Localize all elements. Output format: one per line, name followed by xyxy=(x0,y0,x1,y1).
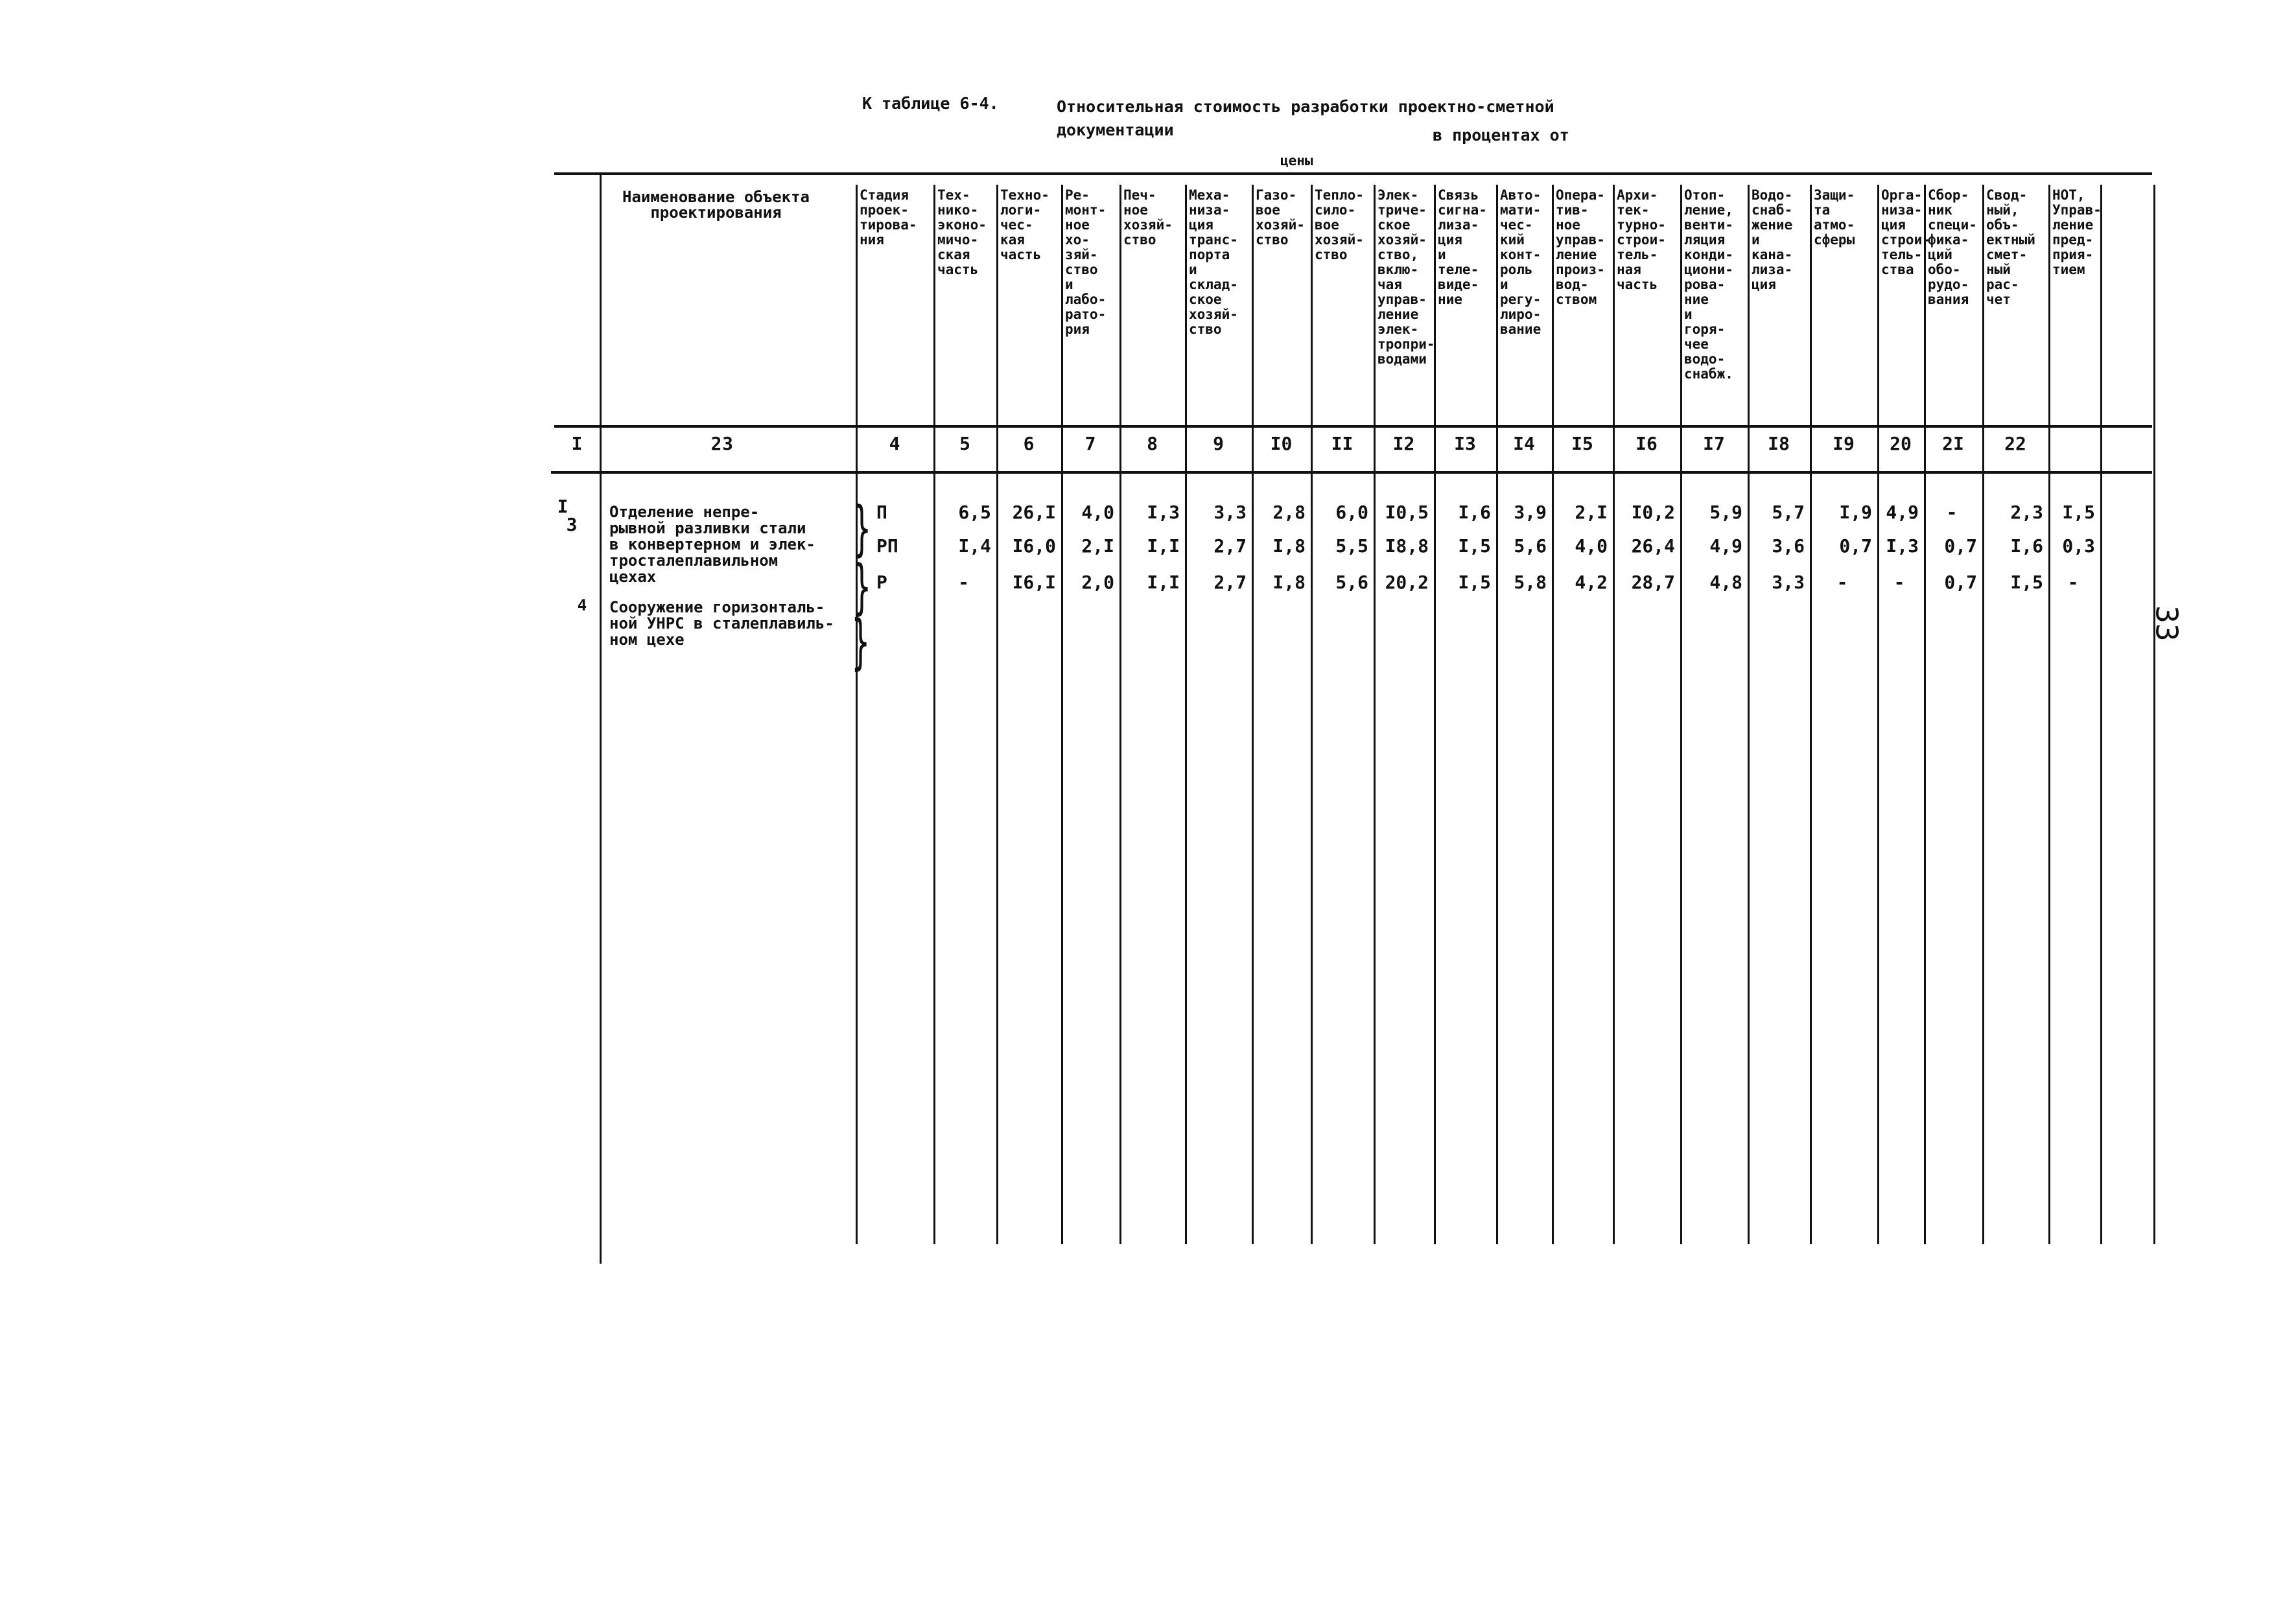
column-number: 8 xyxy=(1147,433,1158,454)
value-cell: I8,8 xyxy=(1385,535,1429,557)
column-rule xyxy=(1119,185,1121,1244)
value-cell: I,5 xyxy=(2062,502,2095,523)
column-number: II xyxy=(1331,433,1353,454)
column-header: Газо- вое хозяй- ство xyxy=(1256,187,1305,248)
value-cell: I,6 xyxy=(2010,535,2043,557)
column-rule xyxy=(1185,185,1187,1244)
row-number: I xyxy=(557,496,568,517)
object-name: Сооружение горизонталь- ной УНРС в сталеплавиль- ном цехе xyxy=(609,598,834,649)
value-cell: 5,6 xyxy=(1514,535,1547,557)
value-cell: I,9 xyxy=(1839,502,1872,523)
rule-numbers-bottom xyxy=(551,471,2152,474)
column-rule xyxy=(1311,185,1313,1244)
title-line3: цены xyxy=(1280,153,1313,168)
column-rule xyxy=(1680,185,1682,1244)
value-cell: 20,2 xyxy=(1385,572,1429,593)
value-cell: I0,2 xyxy=(1631,502,1675,523)
column-rule xyxy=(1252,185,1254,1244)
column-rule xyxy=(933,185,935,1244)
value-cell: 0,7 xyxy=(1944,572,1977,593)
value-cell: 2,I xyxy=(1081,535,1114,557)
column-number: I0 xyxy=(1270,433,1293,454)
column-number: 3 xyxy=(722,433,733,454)
value-cell: I0,5 xyxy=(1385,502,1429,523)
column-rule xyxy=(2100,185,2102,1244)
value-cell: - xyxy=(2067,572,2079,593)
brace: } xyxy=(852,494,871,563)
column-number: 2 xyxy=(710,433,722,454)
column-rule xyxy=(1982,185,1984,1244)
column-header: Опера- тив- ное управ- ление произ- вод- ством xyxy=(1556,187,1605,307)
column-number: I3 xyxy=(1454,433,1476,454)
column-number: I7 xyxy=(1703,433,1725,454)
value-cell: I,4 xyxy=(958,535,991,557)
value-cell: 4,9 xyxy=(1709,535,1742,557)
column-rule xyxy=(1924,185,1926,1244)
title-line2b: в процентах от xyxy=(1433,126,1569,145)
column-header: Стадия проек- тирова- ния xyxy=(860,187,917,248)
column-rule xyxy=(2153,185,2155,1244)
column-header: Орга- низа- ция строи- тель- ства xyxy=(1881,187,1930,277)
value-cell: I6,0 xyxy=(1012,535,1056,557)
value-cell: I,5 xyxy=(2010,572,2043,593)
rule-head-bottom xyxy=(554,425,2152,428)
column-header: Авто- мати- чес- кий конт- роль и регу- лиро- вание xyxy=(1500,187,1541,337)
value-cell: I,5 xyxy=(1458,535,1491,557)
column-number: I xyxy=(571,433,583,454)
value-cell: I,3 xyxy=(1147,502,1180,523)
column-rule xyxy=(1613,185,1615,1244)
column-number: 22 xyxy=(2004,433,2026,454)
value-cell: I,5 xyxy=(1458,572,1491,593)
brace: } xyxy=(851,607,870,677)
value-cell: 5,8 xyxy=(1514,572,1547,593)
column-rule xyxy=(1496,185,1498,1244)
value-cell: 5,7 xyxy=(1772,502,1805,523)
column-number: I5 xyxy=(1571,433,1593,454)
column-header: Защи- та атмо- сферы xyxy=(1814,187,1855,248)
object-name: Отделение непре- рывной разливки стали в конвертерном и элек- тросталеплавильном цехах xyxy=(609,503,815,586)
value-cell: 26,4 xyxy=(1631,535,1675,557)
value-cell: - xyxy=(1893,572,1905,593)
value-cell: I,I xyxy=(1147,572,1180,593)
value-cell: 2,8 xyxy=(1272,502,1306,523)
column-header: Тех- нико- эконо- мичо- ская часть xyxy=(937,187,987,277)
column-number: 9 xyxy=(1213,433,1224,454)
value-cell: 4,2 xyxy=(1575,572,1608,593)
stage-cell: РП xyxy=(876,535,898,557)
value-cell: 2,0 xyxy=(1081,572,1114,593)
value-cell: 3,3 xyxy=(1772,572,1805,593)
column-rule xyxy=(600,172,602,1264)
column-header: Архи- тек- турно- строи- тель- ная часть xyxy=(1617,187,1666,292)
column-header: Наименование объекта проектирования xyxy=(622,188,810,222)
column-header: Сбор- ник специ- фика- ций обо- рудо- вания xyxy=(1928,187,1977,307)
column-rule xyxy=(996,185,998,1244)
value-cell: 0,7 xyxy=(1944,535,1977,557)
row-number: 4 xyxy=(577,596,587,614)
column-header: НОТ, Управ- ление пред- прия- тием xyxy=(2052,187,2102,277)
value-cell: I6,I xyxy=(1012,572,1056,593)
value-cell: 5,9 xyxy=(1709,502,1742,523)
stage-cell: П xyxy=(876,502,887,523)
value-cell: 6,0 xyxy=(1335,502,1368,523)
row-number: 3 xyxy=(566,514,578,535)
value-cell: 4,9 xyxy=(1886,502,1919,523)
value-cell: 2,3 xyxy=(2010,502,2043,523)
value-cell: 26,I xyxy=(1012,502,1056,523)
column-number: 20 xyxy=(1890,433,1912,454)
value-cell: 3,3 xyxy=(1213,502,1247,523)
value-cell: 28,7 xyxy=(1631,572,1675,593)
value-cell: 4,0 xyxy=(1081,502,1114,523)
column-rule xyxy=(1877,185,1879,1244)
column-rule xyxy=(1061,185,1063,1244)
title-line2: документации xyxy=(1057,121,1174,139)
value-cell: - xyxy=(958,572,969,593)
value-cell: I,8 xyxy=(1272,535,1306,557)
column-rule xyxy=(1748,185,1750,1244)
column-rule xyxy=(1374,185,1376,1244)
value-cell: 0,7 xyxy=(1839,535,1872,557)
value-cell: 5,6 xyxy=(1335,572,1368,593)
value-cell: 0,3 xyxy=(2062,535,2095,557)
column-header: Ре- монт- ное хо- зяй- ство и лабо- рато- рия xyxy=(1065,187,1107,337)
column-header: Водо- снаб- жение и кана- лиза- ция xyxy=(1752,187,1793,292)
column-header: Техно- логи- чес- кая часть xyxy=(1000,187,1049,262)
value-cell: I,I xyxy=(1147,535,1180,557)
value-cell: - xyxy=(1836,572,1848,593)
brace: } xyxy=(852,552,871,621)
column-rule xyxy=(2048,185,2050,1244)
column-number: I9 xyxy=(1833,433,1855,454)
value-cell: - xyxy=(1946,502,1958,523)
column-rule xyxy=(856,185,858,1244)
value-cell: 5,5 xyxy=(1335,535,1368,557)
rule-top xyxy=(554,172,2152,175)
column-number: I6 xyxy=(1635,433,1658,454)
table-ref: К таблице 6-4. xyxy=(862,94,999,113)
value-cell: 2,7 xyxy=(1213,572,1247,593)
value-cell: 6,5 xyxy=(958,502,991,523)
value-cell: 3,6 xyxy=(1772,535,1805,557)
value-cell: I,3 xyxy=(1886,535,1919,557)
value-cell: 3,9 xyxy=(1514,502,1547,523)
column-header: Меха- низа- ция транс- порта и склад- ское хозяй- ство xyxy=(1189,187,1238,337)
column-number: I2 xyxy=(1392,433,1415,454)
column-header: Отоп- ление, венти- ляция конди- циони- рова- ние и горя- чее водо- снабж. xyxy=(1684,187,1733,382)
value-cell: 2,7 xyxy=(1213,535,1247,557)
column-rule xyxy=(1810,185,1812,1244)
page-number: 33 xyxy=(2149,605,2185,642)
column-number: 5 xyxy=(959,433,970,454)
value-cell: I,8 xyxy=(1272,572,1306,593)
column-number: 2I xyxy=(1942,433,1964,454)
value-cell: 2,I xyxy=(1575,502,1608,523)
column-header: Связь сигна- лиза- ция и теле- виде- ние xyxy=(1438,187,1487,307)
column-number: I4 xyxy=(1513,433,1535,454)
title-line1: Относительная стоимость разработки проектно-сметной xyxy=(1057,97,1554,116)
column-number: I8 xyxy=(1768,433,1790,454)
stage-cell: Р xyxy=(876,572,887,593)
column-header: Печ- ное хозяй- ство xyxy=(1123,187,1173,248)
column-rule xyxy=(1552,185,1554,1244)
column-number: 4 xyxy=(889,433,900,454)
column-number: 7 xyxy=(1084,433,1096,454)
column-header: Тепло- сило- вое хозяй- ство xyxy=(1315,187,1364,262)
value-cell: 4,0 xyxy=(1575,535,1608,557)
column-header: Свод- ный, объ- ектный смет- ный рас- чет xyxy=(1986,187,2035,307)
column-header: Элек- триче- ское хозяй- ство, вклю- чая управ- ление элек- тропри- водами xyxy=(1377,187,1435,367)
column-number: 6 xyxy=(1023,433,1035,454)
value-cell: 4,8 xyxy=(1709,572,1742,593)
value-cell: I,6 xyxy=(1458,502,1491,523)
